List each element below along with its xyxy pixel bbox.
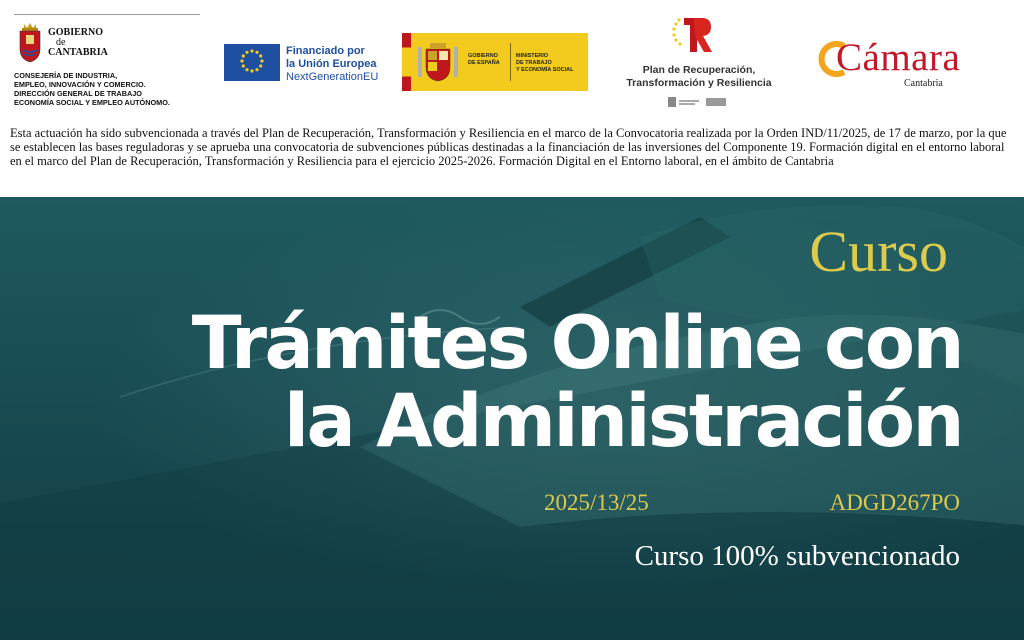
eu-flag-icon bbox=[224, 44, 280, 81]
curso-label: Curso bbox=[809, 219, 948, 284]
gobierno-department: CONSEJERÍA DE INDUSTRIA, EMPLEO, INNOVACIÓN Y COMERCIO. DIRECCIÓN GENERAL DE TRABAJO ECONOMÍA SOCIAL Y EMPLEO AUTÓNOMO. bbox=[14, 71, 170, 107]
eu-funding-text: Financiado por la Unión Europea NextGenerationEU bbox=[286, 45, 379, 83]
course-date-code: 2025/13/25 bbox=[544, 490, 649, 515]
camara-name: Cámara bbox=[836, 36, 961, 79]
gobierno-espana-logo bbox=[402, 33, 588, 91]
gobierno-cantabria-logo bbox=[14, 14, 204, 114]
subsidy-text: Curso 100% subvencionado bbox=[634, 540, 960, 572]
sponsor-logos-header bbox=[0, 0, 1024, 120]
spain-gobierno-text: GOBIERNO DE ESPAÑA bbox=[468, 53, 500, 66]
spain-coat-of-arms-icon bbox=[416, 39, 460, 85]
course-title bbox=[32, 301, 962, 464]
camara-subtitle: Cantabria bbox=[904, 78, 943, 89]
course-title-line-1: Trámites Online con bbox=[191, 301, 962, 386]
prtr-logo bbox=[614, 10, 784, 110]
camara-cantabria-logo bbox=[814, 34, 994, 94]
gobierno-title: GOBIERNO de CANTABRIA bbox=[48, 27, 108, 58]
spain-flag-stripes bbox=[402, 33, 411, 91]
eu-funding-logo bbox=[224, 44, 384, 84]
spain-ministerio-text: MINISTERIO DE TRABAJO Y ECONOMÍA SOCIAL bbox=[516, 53, 574, 73]
funding-disclaimer: Esta actuación ha sido subvencionada a través del Plan de Recuperación, Transformación y Resiliencia en el marco de la Convocatoria realizada por la Orden IND/11/2025, de 17 de marzo, por la que se establecen las bases reguladoras y se aprueba una convocatoria de subvenciones públicas destinadas a la financiación de las inversiones del Componente 19. Formación digital en el entorno laboral en el marco del Plan de Recuperación, Transformación y Resiliencia para el ejercicio 2025-2026. Formación Digital en el Entorno laboral, en el ámbito de Cantabria bbox=[10, 126, 1007, 168]
course-banner bbox=[0, 197, 1024, 640]
divider bbox=[14, 14, 200, 15]
course-code: ADGD267PO bbox=[829, 490, 960, 515]
spain-mini-logos-icon bbox=[668, 96, 730, 108]
coat-of-arms-icon bbox=[18, 20, 42, 64]
prtr-text: Plan de Recuperación, Transformación y Resiliencia bbox=[626, 64, 772, 89]
course-title-line-2: la Administración bbox=[283, 379, 962, 464]
divider bbox=[510, 43, 511, 81]
prtr-logo-icon bbox=[668, 10, 718, 54]
